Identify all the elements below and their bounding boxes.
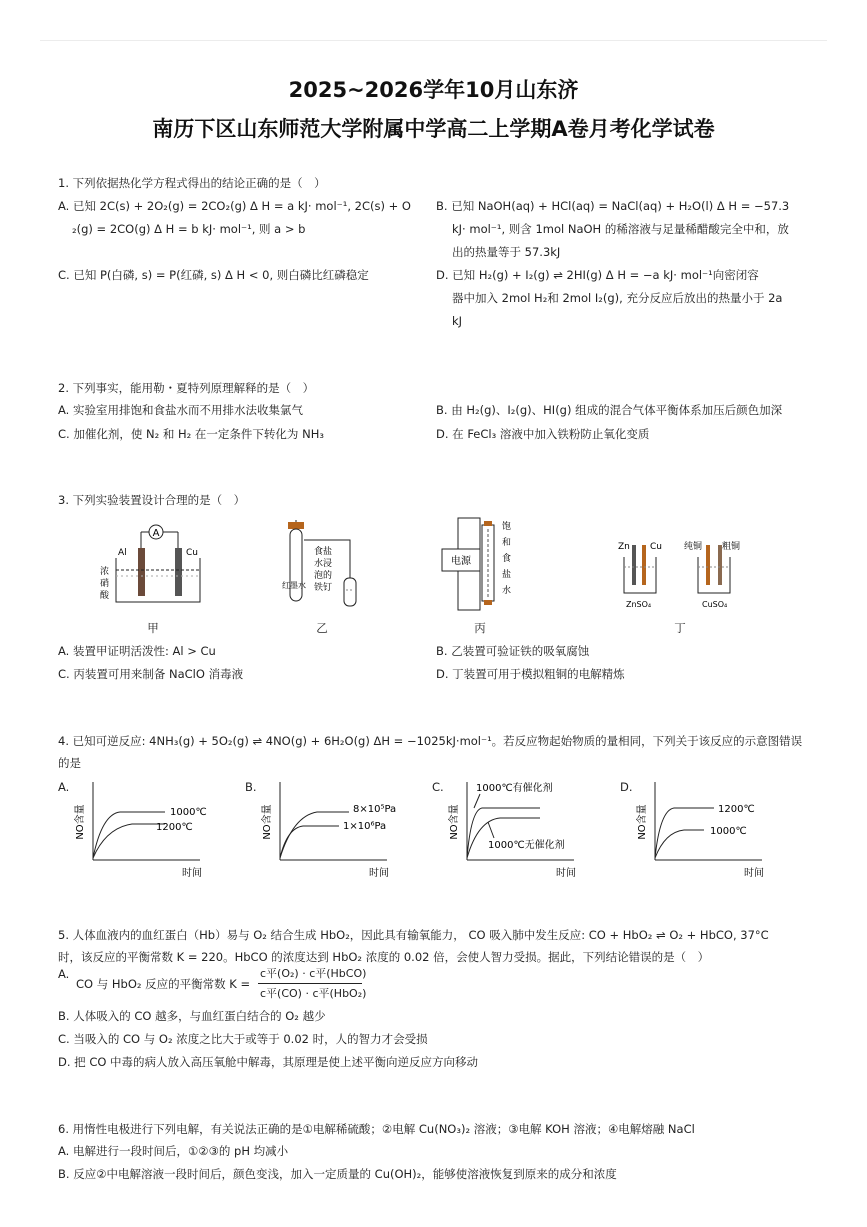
q3-option-b[interactable] <box>436 640 589 663</box>
q1-b-line1: B. 已知 NaOH(aq) + HCl(aq) = NaCl(aq) + H₂O(l) Δ H = −57.3 <box>436 199 790 213</box>
q4-b-xlabel: 时间 <box>369 868 389 879</box>
q4-c-upper: 1000℃有催化剂 <box>476 783 553 794</box>
q4-stem-line2: 的是 <box>58 756 81 770</box>
q4-c-ylabel: NO含量 <box>449 804 460 840</box>
q3-option-c[interactable] <box>58 663 243 686</box>
q4-a-lower: 1200℃ <box>156 822 193 833</box>
top-divider <box>40 40 827 41</box>
apparatus-jia <box>98 520 208 610</box>
label-bing: 丙 <box>474 621 486 635</box>
jia-sol2: 硝 <box>100 579 110 589</box>
q3-b-text: B. 乙装置可验证铁的吸氧腐蚀 <box>436 644 590 658</box>
q5-option-c[interactable] <box>58 1028 428 1051</box>
q5-a-fraction-bar <box>258 983 362 984</box>
q1-b-line3: 出的热量等于 57.3kJ <box>452 245 561 259</box>
bing-c1: 饱 <box>502 522 512 532</box>
q4-c-xlabel: 时间 <box>556 868 576 879</box>
ding-cu-label: Cu <box>650 542 662 552</box>
q5-a-denominator: c平(CO) · c平(HbO₂) <box>260 987 367 1000</box>
q4-c-lower: 1000℃无催化剂 <box>488 840 565 851</box>
q4-graph-d[interactable] <box>632 778 792 882</box>
ding-solution1: ZnSO₄ <box>626 600 652 609</box>
q4-graph-a-letter[interactable]: A. <box>58 780 70 794</box>
q4-d-ylabel: NO含量 <box>637 804 648 840</box>
q3-a-text: A. 装置甲证明活泼性: Al > Cu <box>58 644 216 658</box>
q1-d-line1: D. 已知 H₂(g) + I₂(g) ⇌ 2HI(g) Δ H = −a kJ· mol⁻¹向密闭容 <box>436 268 759 282</box>
q6-option-a[interactable] <box>58 1140 288 1163</box>
q4-d-upper: 1200℃ <box>718 804 755 815</box>
ding-pure-label: 纯铜 <box>684 542 703 552</box>
q2-option-a[interactable] <box>58 399 303 422</box>
q1-c-line1: C. 已知 P(白磷, s) = P(红磷, s) Δ H < 0, 则白磷比红磷稳定 <box>58 268 369 282</box>
apparatus-bing <box>438 515 528 615</box>
q2-d-text: D. 在 FeCl₃ 溶液中加入铁粉防止氧化变质 <box>436 427 650 441</box>
q5-d-text: D. 把 CO 中毒的病人放入高压氧舱中解毒，其原理是使上述平衡向逆反应方向移动 <box>58 1055 479 1069</box>
bing-c3: 食 <box>502 554 512 564</box>
q5-a-letter: A. <box>58 967 70 981</box>
q5-a-text: CO 与 HbO₂ 反应的平衡常数 K = <box>76 977 251 991</box>
yi-label4: 铁钉 <box>314 583 333 593</box>
q3-stem: 3. 下列实验装置设计合理的是（ ） <box>58 493 246 507</box>
q5-stem-line2: 时，该反应的平衡常数 K = 220。HbCO 的浓度达到 HbO₂ 浓度的 0.02 倍，会使人智力受损。据此，下列结论错误的是（ ） <box>58 950 710 964</box>
q2-option-c[interactable] <box>58 423 324 446</box>
q2-option-d[interactable] <box>436 423 649 446</box>
q3-option-d[interactable] <box>436 663 625 686</box>
q6-a-text: A. 电解进行一段时间后，①②③的 pH 均减小 <box>58 1144 289 1158</box>
q1-option-c[interactable] <box>58 264 428 287</box>
q2-stem: 2. 下列事实，能用勒・夏特列原理解释的是（ ） <box>58 381 315 395</box>
q5-option-d[interactable] <box>58 1051 478 1074</box>
q1-a-line1: A. 已知 2C(s) + 2O₂(g) = 2CO₂(g) Δ H = a kJ· mol⁻¹, 2C(s) + O <box>58 199 411 213</box>
q4-graph-a[interactable] <box>70 778 230 882</box>
q4-graph-b-letter[interactable]: B. <box>245 780 257 794</box>
q4-graph-c-letter[interactable]: C. <box>432 780 444 794</box>
label-ding: 丁 <box>674 621 686 635</box>
q3-option-a[interactable] <box>58 640 216 663</box>
q4-a-ylabel: NO含量 <box>75 804 86 840</box>
q2-c-text: C. 加催化剂，使 N₂ 和 H₂ 在一定条件下转化为 NH₃ <box>58 427 324 441</box>
jia-al-label: Al <box>118 548 127 558</box>
q4-stem-line1: 4. 已知可逆反应: 4NH₃(g) + 5O₂(g) ⇌ 4NO(g) + 6H₂O(g) ΔH = −1025kJ·mol⁻¹。若反应物起始物质的量相同，下列关于该反应的示意图错误 <box>58 734 803 748</box>
q5-option-b[interactable] <box>58 1005 326 1028</box>
label-jia: 甲 <box>147 621 159 635</box>
yi-label2: 水浸 <box>314 559 333 569</box>
q4-b-ylabel: NO含量 <box>262 804 273 840</box>
q4-d-xlabel: 时间 <box>744 868 764 879</box>
q4-b-lower: 1×10⁶Pa <box>343 821 387 832</box>
q5-c-text: C. 当吸入的 CO 与 O₂ 浓度之比大于或等于 0.02 时，人的智力才会受损 <box>58 1032 428 1046</box>
yi-label1: 食盐 <box>314 547 333 557</box>
q5-stem-line1: 5. 人体血液内的血红蛋白（Hb）易与 O₂ 结合生成 HbO₂，因此具有输氧能力， CO 吸入肺中发生反应: CO + HbO₂ ⇌ O₂ + HbCO, 37°C <box>58 928 769 942</box>
ding-coarse-label: 粗铜 <box>722 542 741 552</box>
q4-a-xlabel: 时间 <box>182 868 202 879</box>
q4-a-upper: 1000℃ <box>170 807 207 818</box>
bing-c4: 盐 <box>502 570 512 580</box>
q5-b-text: B. 人体吸入的 CO 越多，与血红蛋白结合的 O₂ 越少 <box>58 1009 326 1023</box>
page-title-line2: 南历下区山东师范大学附属中学高二上学期A卷月考化学试卷 <box>152 117 715 141</box>
q1-a-line2: ₂(g) = 2CO(g) Δ H = b kJ· mol⁻¹, 则 a > b <box>72 222 306 236</box>
q1-option-a[interactable] <box>58 195 428 241</box>
yi-small-label: 红墨水 <box>282 581 306 590</box>
q1-stem: 1. 下列依据热化学方程式得出的结论正确的是（ ） <box>58 176 326 190</box>
q3-c-text: C. 丙装置可用来制备 NaClO 消毒液 <box>58 667 244 681</box>
apparatus-ding <box>612 535 762 610</box>
ding-solution2: CuSO₄ <box>702 600 728 609</box>
q5-option-a[interactable] <box>58 966 458 1008</box>
q6-b-text: B. 反应②中电解溶液一段时间后，颜色变浅，加入一定质量的 Cu(OH)₂，能够使溶液恢复到原来的成分和浓度 <box>58 1167 617 1181</box>
q4-graph-d-letter[interactable]: D. <box>620 780 633 794</box>
q4-graph-c[interactable] <box>444 778 594 882</box>
q4-d-lower: 1000℃ <box>710 826 747 837</box>
label-yi: 乙 <box>316 621 328 635</box>
q4-graph-b[interactable] <box>257 778 417 882</box>
page-title-line1: 2025~2026学年10月山东济 <box>288 78 579 102</box>
q2-option-b[interactable] <box>436 399 782 422</box>
apparatus-yi <box>280 518 370 613</box>
jia-cu-label: Cu <box>186 548 198 558</box>
q4-b-upper: 8×10⁵Pa <box>353 804 397 815</box>
ding-zn-label: Zn <box>618 542 630 552</box>
q6-stem: 6. 用惰性电极进行下列电解，有关说法正确的是①电解稀硫酸；②电解 Cu(NO₃)₂ 溶液；③电解 KOH 溶液；④电解熔融 NaCl <box>58 1122 695 1136</box>
bing-c5: 水 <box>502 586 512 596</box>
yi-label3: 泡的 <box>314 571 333 581</box>
q1-d-line3: kJ <box>452 314 463 328</box>
jia-sol1: 浓 <box>100 567 110 577</box>
q1-option-d[interactable] <box>436 264 806 333</box>
q1-d-line2: 器中加入 2mol H₂和 2mol I₂(g), 充分反应后放出的热量小于 2a <box>452 291 783 305</box>
bing-c2: 和 <box>502 538 512 548</box>
q3-d-text: D. 丁装置可用于模拟粗铜的电解精炼 <box>436 667 625 681</box>
q5-a-numerator: c平(O₂) · c平(HbCO) <box>260 967 367 980</box>
jia-sol3: 酸 <box>100 591 110 601</box>
q1-option-b[interactable] <box>436 195 806 264</box>
bing-source-label: 电源 <box>451 556 471 567</box>
q6-option-b[interactable] <box>58 1163 617 1186</box>
jia-meter-label: A <box>152 528 160 539</box>
q1-b-line2: kJ· mol⁻¹, 则含 1mol NaOH 的稀溶液与足量稀醋酸完全中和，放 <box>452 222 789 236</box>
q2-b-text: B. 由 H₂(g)、I₂(g)、HI(g) 组成的混合气体平衡体系加压后颜色加深 <box>436 403 783 417</box>
q2-a-text: A. 实验室用排饱和食盐水而不用排水法收集氯气 <box>58 403 303 417</box>
